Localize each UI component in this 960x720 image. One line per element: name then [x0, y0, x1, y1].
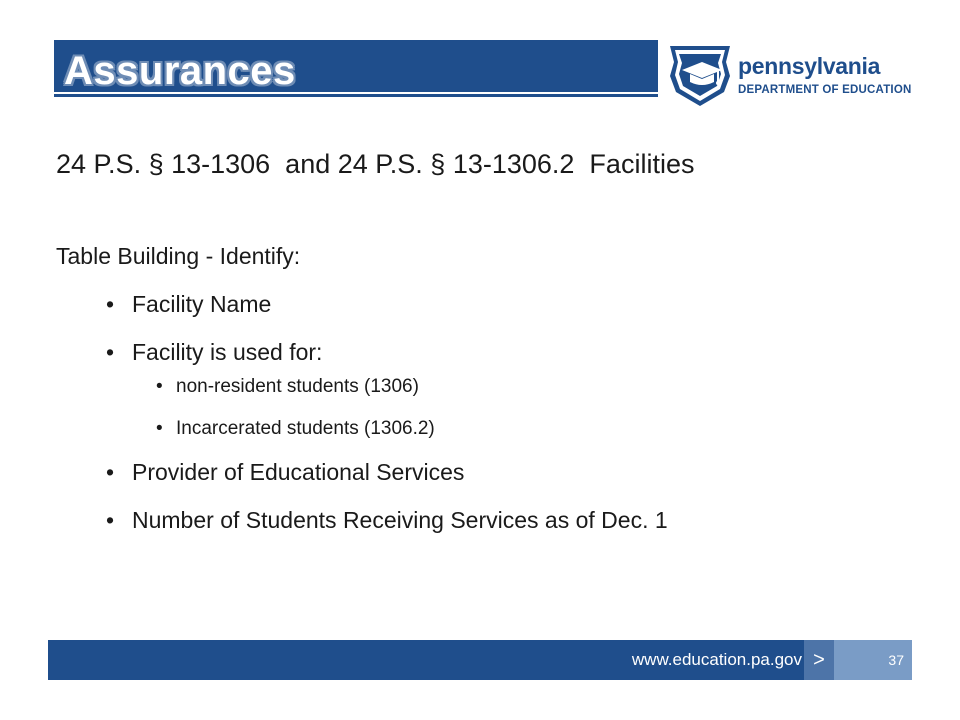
page-number: 37 — [888, 652, 904, 668]
bullet-item — [106, 336, 322, 368]
statute-heading: 24 P.S. § 13-1306 and 24 P.S. § 13-1306.2 Facilities — [56, 149, 695, 179]
sub-bullet-item — [156, 416, 435, 442]
bullet-glyph: • — [156, 376, 163, 397]
bullet-text: Number of Students Receiving Services as of Dec. 1 — [132, 507, 668, 533]
bullet-text: Facility is used for: — [132, 339, 323, 365]
bullet-glyph: • — [106, 291, 115, 317]
bullet-text: Facility Name — [132, 291, 272, 317]
bullet-glyph: • — [106, 339, 115, 365]
sub-bullet-text: non-resident students (1306) — [176, 376, 419, 397]
next-arrow-button[interactable]: > — [804, 640, 834, 680]
bullet-glyph: • — [106, 507, 115, 533]
keystone-graduation-cap-icon — [666, 40, 734, 110]
logo-wordmark: pennsylvania — [738, 53, 881, 79]
bullet-item — [106, 504, 668, 536]
intro-text: Table Building - Identify: — [56, 243, 301, 269]
bullet-glyph: • — [106, 459, 115, 485]
bullet-glyph: • — [156, 418, 163, 439]
slide-title: Assurances — [64, 49, 296, 93]
sub-bullet-item — [156, 374, 419, 400]
bullet-item — [106, 456, 464, 488]
logo-subtitle: DEPARTMENT OF EDUCATION — [738, 84, 912, 96]
bullet-item — [106, 288, 271, 320]
pa-department-of-education-logo — [666, 40, 916, 110]
bullet-text: Provider of Educational Services — [132, 459, 465, 485]
footer-url-link[interactable]: www.education.pa.gov — [631, 650, 802, 669]
sub-bullet-text: Incarcerated students (1306.2) — [176, 418, 435, 439]
